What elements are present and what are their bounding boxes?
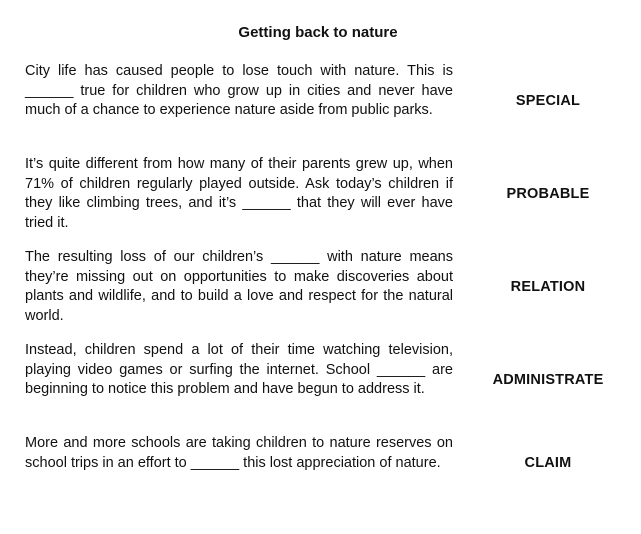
page-title: Getting back to nature [238, 24, 398, 41]
paragraph-text: More and more schools are taking children to nature reserves on school trips in an effort to ______ this lost appreciation of nature. [25, 435, 453, 471]
paragraph-text: The resulting loss of our children’s ______ with nature means they’re missing out on opportunities to make discoveries about plants and wildlife, and to build a love and respect for the natural world. [25, 249, 453, 324]
paragraph-text: It’s quite different from how many of their parents grew up, when 71% of children regularly played outside. Ask today’s children if they like climbing trees, and it’s ______ that they will ever have tried it. [25, 156, 453, 231]
keyword-claim: CLAIM [524, 455, 572, 471]
paragraph-text: Instead, children spend a lot of their time watching television, playing video games or surfing the internet. School ______ are beginning to notice this problem and have begun to address it. [25, 342, 453, 397]
keyword-administrate: ADMINISTRATE [492, 372, 604, 388]
keyword-relation: RELATION [510, 279, 586, 295]
paragraph-text: City life has caused people to lose touch with nature. This is ______ true for children who grow up in cities and never have much of a chance to experience nature aside from public parks. [25, 63, 453, 118]
keyword-special: SPECIAL [515, 93, 581, 109]
keyword-probable: PROBABLE [506, 186, 590, 202]
